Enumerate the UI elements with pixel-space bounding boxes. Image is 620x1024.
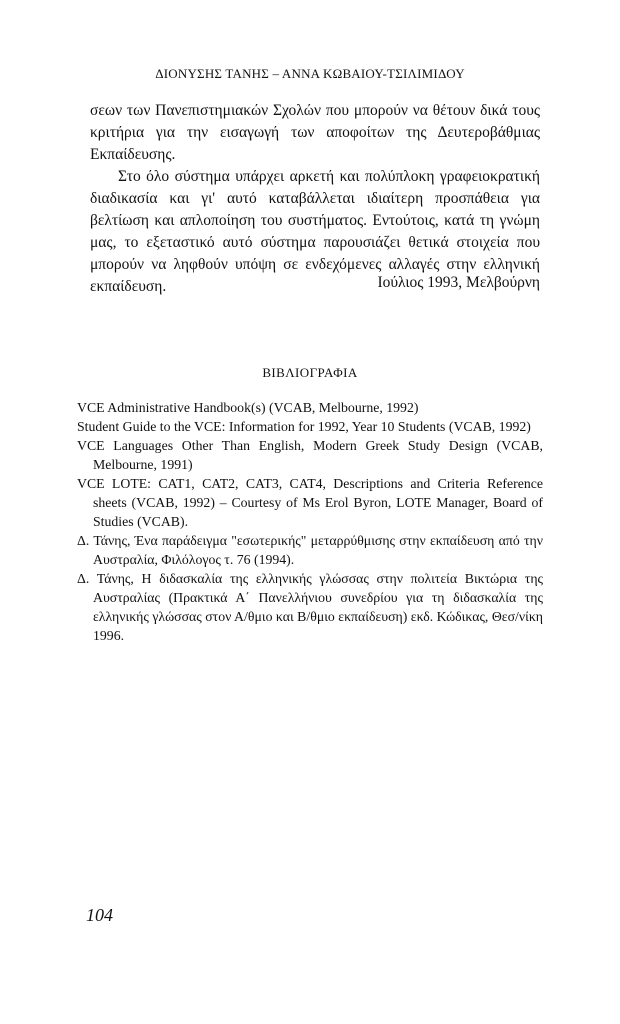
bibliography-entry: VCE LOTE: CAT1, CAT2, CAT3, CAT4, Descriptions and Criteria Reference sheets (VCAB, 1992) – Courtesy of Ms Erol Byron, LOTE Manager, Board of Studies (VCAB). (77, 476, 543, 529)
bibliography-list (77, 398, 543, 645)
bibliography-entry: Δ. Τάνης, Ένα παράδειγμα "εσωτερικής" μεταρρύθμισης στην εκπαίδευση από την Αυστραλία, Φιλόλογος τ. 76 (1994). (77, 533, 543, 567)
paragraph-continued: σεων των Πανεπιστημιακών Σχολών που μπορούν να θέτουν δικά τους κριτήρια για την εισαγωγή των αποφοίτων της Δευτεροβάθμιας Εκπαίδευσης. (90, 102, 540, 163)
bibliography-entry: Δ. Τάνης, Η διδασκαλία της ελληνικής γλώσσας στην πολιτεία Βικτώρια της Αυστραλίας (Πρακτικά Α΄ Πανελλήνιου συνεδρίου για τη διδασκαλία της ελληνικής γλώσσας στον Α/θμιο και Β/θμιο εκπαίδευση) εκδ. Κώδικας, Θεσ/νίκη 1996. (77, 571, 543, 643)
paragraph: Στο όλο σύστημα υπάρχει αρκετή και πολύπλοκη γραφειοκρατική διαδικασία και γι' αυτό καταβάλλεται ιδιαίτερη προσπάθεια για βελτίωση και απλοποίηση του συστήματος. Εντούτοις, κατά τη γνώμη μας, το εξεταστικό αυτό σύστημα παρουσιάζει θετικά στοιχεία που μπορούν να ληφθούν υπόψη σε ενδεχόμενες αλλαγές στην ελληνική εκπαίδευση. (90, 168, 540, 295)
bibliography-entry: VCE Languages Other Than English, Modern Greek Study Design (VCAB, Melbourne, 1991) (77, 438, 543, 472)
bibliography-entry: VCE Administrative Handbook(s) (VCAB, Melbourne, 1992) (77, 400, 419, 415)
dateline: Ιούλιος 1993, Μελβούρνη (377, 274, 540, 291)
body-text (90, 100, 540, 298)
bibliography-heading: ΒΙΒΛΙΟΓΡΑΦΙΑ (262, 365, 358, 380)
running-head: ΔΙΟΝΥΣΗΣ ΤΑΝΗΣ – ΑΝΝΑ ΚΩΒΑΙΟΥ-ΤΣΙΛΙΜΙΔΟΥ (155, 66, 465, 81)
bibliography-entry: Student Guide to the VCE: Information for 1992, Year 10 Students (VCAB, 1992) (77, 419, 531, 434)
page-number: 104 (86, 905, 113, 925)
